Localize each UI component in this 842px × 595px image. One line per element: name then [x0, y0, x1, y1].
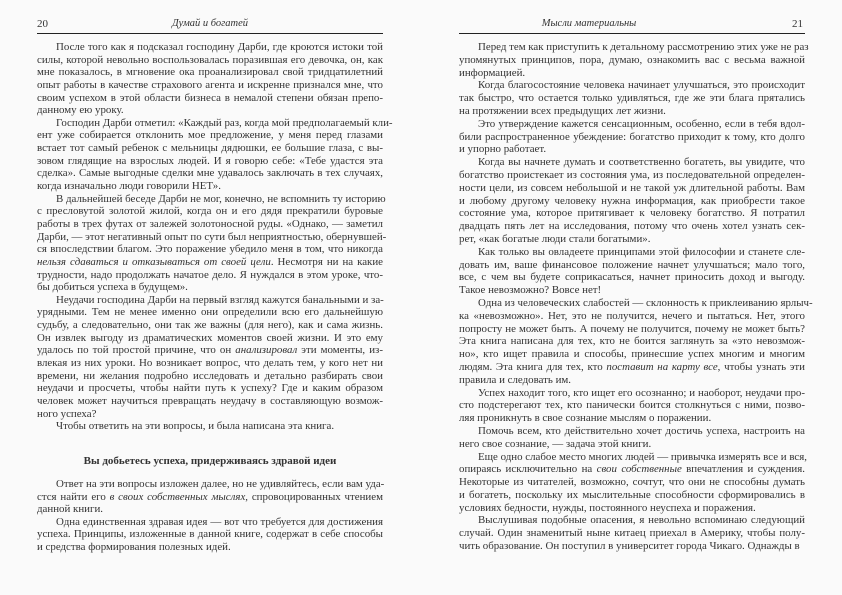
text-line: человек может научиться превращать неудачу в составляющую возмож-	[37, 394, 383, 407]
text-segment: стся найти его	[37, 490, 110, 503]
text-line: Он извлек выгоду из драматических моментов своей жизни. И это ему	[37, 331, 383, 344]
text-line: Когда благосостояние человека начинает улучшаться, это происходит	[478, 79, 805, 92]
text-line: После того как я подсказал господину Дарби, где кроются истоки той	[56, 41, 383, 53]
paragraph	[37, 420, 383, 433]
text-line: мне показалось, в мгновение ока проанализировал свой тридцатилетний	[37, 66, 383, 79]
text-line: сто подстерегают тех, кто панически боится столкнуться с ними, позво-	[459, 399, 805, 412]
text-line: Неудачи господина Дарби на первый взгляд кажутся банальными и за-	[56, 293, 384, 306]
text-line: встает тот самый ребенок с мельницы дядюшки, ее большие глаза, с вы-	[37, 142, 383, 155]
text-line: своим успехом в этой области бизнеса в немалой степени обязан препо-	[37, 91, 383, 104]
text-line: состояние ума, которое притягивает к человеку богатство. Я потратил	[459, 207, 805, 220]
text-line: ности цели, из совсем небольшой и не такой уж длительной работы. Вам	[459, 181, 805, 194]
text-line: рет, «как богатые люди стали богатыми».	[459, 232, 651, 245]
text-line: силы, которой невольно воспользовалась поразившая его девочка, он, как	[37, 53, 383, 66]
text-line: Некоторые из читателей, возможно, сочтут, что они не способны думать	[459, 476, 805, 489]
text-line: Ответ на эти вопросы изложен далее, но не удивляйтесь, если вам уда-	[56, 477, 385, 490]
text-line: Еще одно слабое место многих людей — привычка измерять все и вся,	[478, 450, 807, 463]
text-line: ного успеха?	[37, 407, 97, 420]
paragraph	[459, 451, 805, 515]
paragraph	[459, 514, 805, 552]
text-line: ка «невозможно». Нет, это не получится, нечего и пытаться. Нет, этого	[459, 309, 805, 322]
text-line: Как только вы овладеете принципами этой философии и станете сле-	[478, 245, 805, 258]
text-line: времени, ни желания подробно исследовать и детально разбирать свои	[37, 369, 383, 382]
text-line: Успех находит того, кто ищет его осознанно; и наоборот, неудачи про-	[478, 386, 805, 399]
text-line: двадцать пять лет на исследования, потому что очень хотел узнать сек-	[459, 220, 805, 233]
text-line: Дарби, — этот негативный опыт по сути был неприятностью, обернувшей-	[37, 230, 387, 243]
running-title: Мысли материальны	[541, 18, 637, 29]
paragraph	[37, 294, 383, 420]
paragraph	[459, 296, 813, 387]
text-line: когда изначально люди говорили НЕТ».	[37, 180, 221, 193]
text-line	[37, 256, 383, 269]
text-segment: опираясь исключительно на	[459, 463, 597, 476]
text-line: Одна единственная здравая идея — вот что требуется для достижения	[56, 515, 383, 528]
text-line: данной книги.	[37, 503, 103, 516]
text-line: Господин Дарби отметил: «Каждый раз, когда мой предполагаемый кли-	[56, 116, 393, 129]
paragraph	[37, 478, 383, 516]
text-line: бы добиться успеха в будущем».	[37, 281, 188, 294]
text-line: Перед тем как приступить к детальному рассмотрению этих уже не раз	[478, 41, 809, 53]
text-line: Выслушивая подобные опасения, я невольно вспоминаю следующий	[478, 514, 805, 527]
text-line: Когда вы начнете думать и соответственно богатеть, вы увидите, что	[478, 156, 805, 169]
text-segment: , спровоцированных чтением	[245, 490, 383, 503]
text-line: чить образование. Он поступил в университет города Чикаго. Однажды в	[459, 540, 800, 553]
italic-emphasis: нельзя сдаваться и отказываться от своей цели	[37, 255, 271, 268]
text-segment: . Несмотря ни на какие	[270, 255, 383, 268]
paragraph	[37, 192, 387, 294]
text-line: зовом глядящие на взрослых людей. И я говорю себе: «Тебе удастся эта	[37, 154, 383, 167]
page-number: 20	[37, 18, 48, 30]
text-line: попросту не может быть. А почему не получится, почему не может быть?	[459, 322, 805, 335]
text-line: все, с чем вы будете соприкасаться, начнет приносить доход и выгоду.	[459, 271, 805, 284]
text-line: влекая из них уроки. Но возникает вопрос, что делать тем, у кого нет ни	[37, 357, 383, 370]
text-line: ся впоследствии благом. Это поражение убедило меня в том, что никогда	[37, 243, 383, 256]
text-line: информацией.	[459, 66, 526, 79]
text-segment: впечатления и суждения.	[681, 463, 805, 476]
text-line: Чтобы ответить на эти вопросы, и была написана эта книга.	[56, 420, 335, 433]
text-segment: удалось по той простой причине, что он	[37, 344, 236, 357]
text-line: Помочь всем, кто действительно хочет достичь успеха, настроить на	[478, 424, 805, 437]
text-line: и упорно работает.	[459, 143, 547, 156]
text-line: и богатеть, поскольку их мыслительные способности сформировались в	[459, 488, 805, 501]
text-line: условиях бедности, нужды, постоянного неуспеха и поражения.	[459, 501, 756, 514]
italic-emphasis: поставит на карту все	[606, 360, 718, 373]
text-line: упомянутых принципов, пора, думаю, ознакомить вас с весьма важной	[459, 53, 805, 66]
text-line: успеха. Принципы, изложенные в данной книге, содержат в себе способы	[37, 528, 383, 541]
italic-emphasis: в своих собственных мыслях	[109, 490, 246, 503]
text-line: ент уже собирается отклонить мое предложение, у меня перед глазами	[37, 129, 383, 142]
text-line: и любому другому человеку нужна информация, как приобрести такое	[459, 194, 805, 207]
text-line: сделка». Самые выгодные сделки мне удавалось заключать в тех случаях,	[37, 167, 383, 180]
paragraph	[37, 41, 383, 117]
paragraph	[37, 116, 393, 193]
text-line: Эта книга написана для тех, кто не боится заглянуть за «это невозмож-	[459, 335, 805, 348]
running-title: Думай и богатей	[171, 18, 248, 29]
text-line: богатство проистекает из состояния ума, из последовательной определен-	[459, 168, 805, 181]
text-line: но», кто ищет правила и способы, принесшие успех многим и многим	[459, 348, 805, 361]
page-header	[37, 17, 383, 34]
paragraph	[37, 516, 383, 554]
text-line: данному ею уроку.	[37, 104, 124, 117]
paragraph	[459, 387, 805, 425]
text-line: на протяжении всех предыдущих лет жизни.	[459, 104, 666, 117]
paragraph	[459, 79, 805, 117]
text-line: Это утверждение кажется сенсационным, особенно, если в тебя вдол-	[478, 117, 805, 130]
text-line: били распространенное убеждение: богатство приходит к тому, кто долго	[459, 130, 805, 143]
text-line: опыт работы в качестве страхового агента и искренне признался мне, что	[37, 78, 383, 91]
paragraph	[459, 246, 805, 297]
text-line: с пресловутой золотой жилой, когда он и его дядя прекратили буровые	[37, 205, 383, 218]
text-line	[459, 361, 805, 374]
text-line	[459, 463, 805, 476]
text-line: В дальнейшей беседе Дарби не мог, конечно, не вспомнить ту историю	[56, 192, 386, 205]
paragraph	[459, 41, 809, 79]
text-line: так быстро, что остается только удивляться, где же эти блага прятались	[459, 92, 805, 105]
paragraph	[459, 425, 805, 451]
text-line: него свое сознание, — задача этой книги.	[459, 437, 652, 450]
text-segment: , чтобы узнать эти	[717, 360, 806, 373]
page-body	[459, 41, 813, 553]
text-line: и средства формирования полезных идей.	[37, 541, 231, 554]
text-line: неудачи и просчеты, чтобы найти путь к успеху? Где и каким образом	[37, 382, 383, 395]
text-line: ляя проникнуть в свое сознание мыслям о поражении.	[459, 412, 712, 425]
text-line: работы в трех футах от залежей золотоносной руды. «Однако, — заметил	[37, 217, 383, 230]
text-line: трудности, надо продолжать начатое дело. Я нуждался в этом уроке, что-	[37, 268, 383, 281]
text-line: судьбу, а следовательно, они так же важны (для него), как и сама жизнь.	[37, 319, 383, 332]
text-line: Такое невозможно? Вовсе нет!	[459, 284, 602, 297]
text-segment: людям. Эта книга для тех, кто	[459, 360, 607, 373]
text-line	[37, 491, 383, 504]
page-header	[459, 17, 805, 34]
page-body	[37, 41, 393, 554]
italic-emphasis: анализировал	[235, 344, 298, 357]
italic-emphasis: свои собственные	[596, 463, 682, 476]
text-segment: эти моменты, из-	[297, 344, 383, 357]
text-line: случай. Один знаменитый ныне китаец приехал в Америку, чтобы полу-	[459, 527, 805, 540]
text-line	[37, 344, 383, 357]
section-heading: Вы добьетесь успеха, придерживаясь здравой идеи	[83, 454, 337, 467]
paragraph	[459, 118, 805, 156]
paragraph	[459, 156, 805, 246]
text-line: довать им, ваше финансовое положение начнет улучшаться; мало того,	[459, 258, 805, 271]
text-line: урядными. Тем не менее именно они определили всю его дальнейшую	[37, 306, 383, 319]
text-line: правила и следовать им.	[459, 373, 572, 386]
page-number: 21	[792, 18, 803, 30]
text-line: Одна из человеческих слабостей — склонность к приклеиванию ярлыч-	[478, 296, 813, 309]
